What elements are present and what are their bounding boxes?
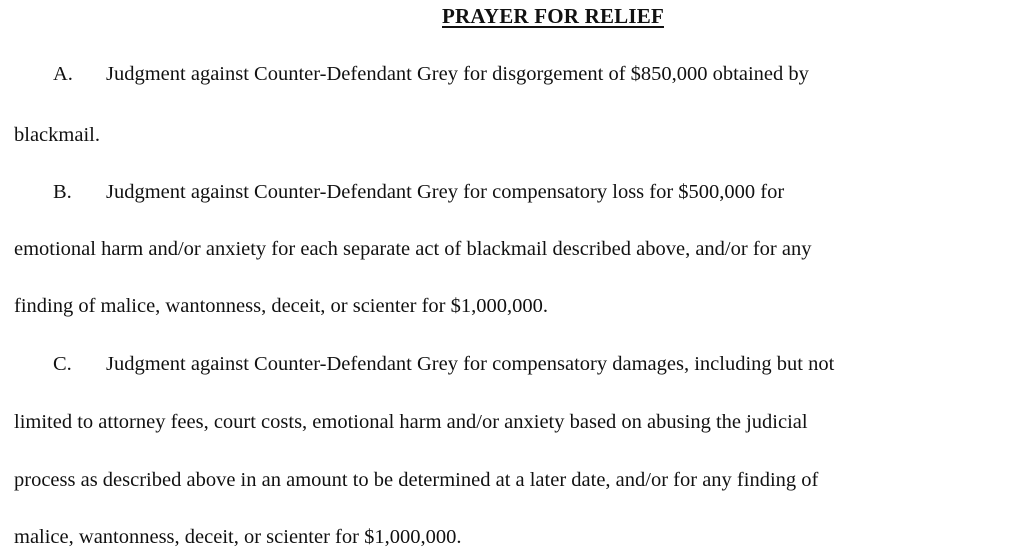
paragraph-a-line-1	[53, 62, 809, 86]
paragraph-b-marker: B.	[53, 181, 72, 203]
paragraph-b-line-2: emotional harm and/or anxiety for each separate act of blackmail described above, and/or for any	[14, 238, 812, 260]
paragraph-b-line-1	[53, 180, 784, 204]
paragraph-a-line-2: blackmail.	[14, 124, 100, 146]
paragraph-c-line-1	[53, 352, 834, 376]
paragraph-a-marker: A.	[53, 63, 73, 85]
paragraph-c-text-1: Judgment against Counter-Defendant Grey for compensatory damages, including but not	[106, 353, 835, 375]
paragraph-c-marker: C.	[53, 353, 72, 375]
paragraph-b-text-1: Judgment against Counter-Defendant Grey for compensatory loss for $500,000 for	[106, 181, 785, 203]
paragraph-c-line-3: process as described above in an amount to be determined at a later date, and/or for any finding of	[14, 469, 819, 491]
paragraph-c-line-4: malice, wantonness, deceit, or scienter for $1,000,000.	[14, 526, 462, 548]
paragraph-c-line-2: limited to attorney fees, court costs, emotional harm and/or anxiety based on abusing the judicial	[14, 411, 808, 433]
paragraph-b-line-3: finding of malice, wantonness, deceit, or scienter for $1,000,000.	[14, 295, 548, 317]
section-heading: PRAYER FOR RELIEF	[442, 4, 664, 28]
paragraph-a-text-1: Judgment against Counter-Defendant Grey for disgorgement of $850,000 obtained by	[106, 63, 809, 85]
